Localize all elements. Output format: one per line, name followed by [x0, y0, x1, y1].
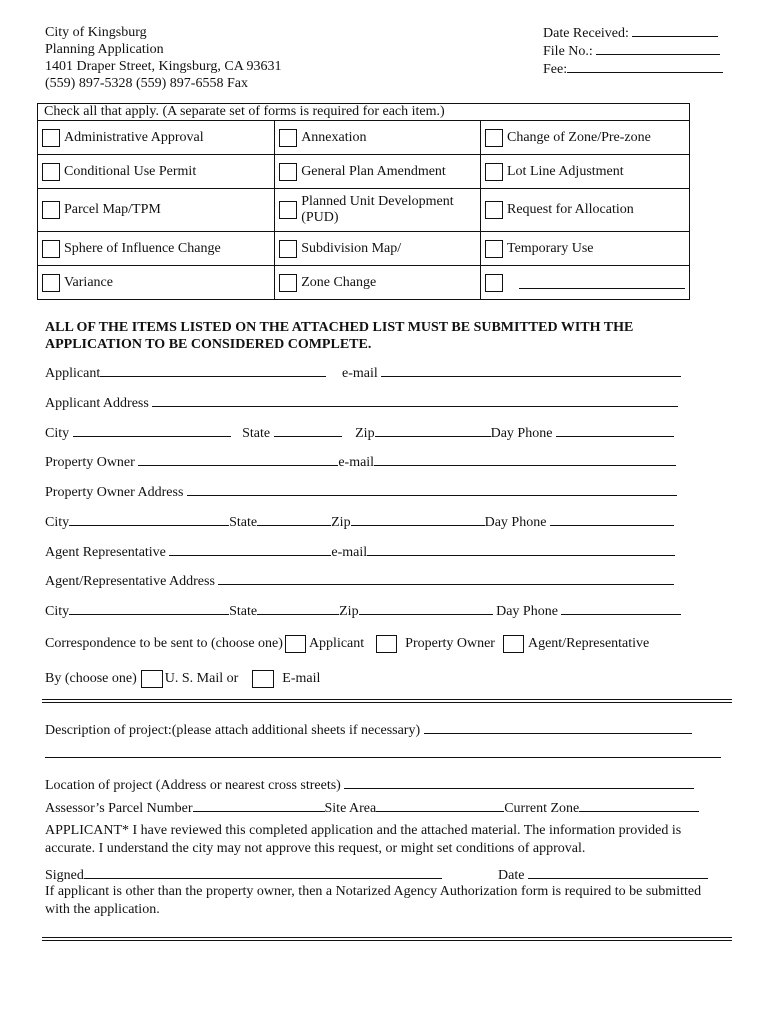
project-location-field[interactable] — [344, 776, 694, 789]
checkbox-us-mail[interactable] — [141, 670, 163, 688]
property-owner-address-field[interactable] — [187, 483, 677, 496]
checkbox-email[interactable] — [252, 670, 274, 688]
applicant-label: Applicant — [45, 366, 101, 381]
option-label: Lot Line Adjustment — [507, 163, 624, 179]
correspond-agent-label: Agent/Representative — [527, 636, 650, 651]
header-left — [45, 24, 282, 92]
zip-label: Zip — [339, 604, 359, 619]
checkbox-planned-unit-development[interactable] — [279, 201, 297, 219]
project-description-field-2[interactable] — [45, 745, 721, 758]
signature-field[interactable] — [84, 866, 442, 879]
option-label: Change of Zone/Pre-zone — [507, 129, 651, 145]
us-mail-label: U. S. Mail or — [164, 671, 239, 686]
email-option-label: E-mail — [282, 671, 321, 686]
project-location-label: Location of project (Address or nearest cross streets) — [45, 778, 341, 793]
state-label: State — [229, 515, 258, 530]
form-title: Planning Application — [45, 42, 164, 57]
agent-zip-field[interactable] — [359, 602, 493, 615]
agent-state-field[interactable] — [257, 602, 339, 615]
owner-phone-field[interactable] — [550, 513, 674, 526]
checkbox-lot-line-adjustment[interactable] — [485, 163, 503, 181]
agent-email-field[interactable] — [367, 543, 675, 556]
footer-divider — [42, 937, 732, 941]
current-zone-field[interactable] — [579, 799, 699, 812]
checkbox-variance[interactable] — [42, 274, 60, 292]
applicant-state-field[interactable] — [274, 424, 342, 437]
zip-label: Zip — [331, 515, 351, 530]
option-label: Annexation — [301, 129, 367, 145]
file-no-field[interactable] — [596, 42, 720, 55]
property-owner-address-label: Property Owner Address — [45, 485, 184, 500]
owner-zip-field[interactable] — [351, 513, 485, 526]
city-label: City — [45, 515, 70, 530]
agent-phone-field[interactable] — [561, 602, 681, 615]
owner-state-field[interactable] — [257, 513, 331, 526]
property-owner-field[interactable] — [138, 453, 338, 466]
applicant-field[interactable] — [100, 364, 326, 377]
options-instruction: Check all that apply. (A separate set of forms is required for each item.) — [38, 104, 690, 121]
file-no-label: File No.: — [543, 44, 593, 59]
signed-label: Signed — [45, 868, 84, 883]
option-label: Administrative Approval — [64, 129, 204, 145]
city-address: 1401 Draper Street, Kingsburg, CA 93631 — [45, 59, 282, 74]
checkbox-general-plan-amendment[interactable] — [279, 163, 297, 181]
agent-email-label: e-mail — [331, 545, 368, 560]
checkbox-parcel-map[interactable] — [42, 201, 60, 219]
checkbox-temporary-use[interactable] — [485, 240, 503, 258]
site-area-field[interactable] — [376, 799, 504, 812]
day-phone-label: Day Phone — [484, 515, 547, 530]
applicant-email-label: e-mail — [342, 366, 378, 381]
correspond-applicant-label: Applicant — [308, 636, 365, 651]
day-phone-label: Day Phone — [496, 604, 558, 619]
day-phone-label: Day Phone — [490, 426, 553, 441]
applicant-zip-field[interactable] — [375, 424, 491, 437]
owner-city-field[interactable] — [69, 513, 229, 526]
checkbox-conditional-use-permit[interactable] — [42, 163, 60, 181]
agent-city-field[interactable] — [69, 602, 229, 615]
application-type-table — [37, 103, 690, 300]
state-label: State — [242, 426, 271, 441]
project-description-label: Description of project:(please attach additional sheets if necessary) — [45, 723, 421, 738]
option-label: Temporary Use — [507, 240, 594, 256]
option-label: Planned Unit Development (PUD) — [301, 194, 454, 225]
authorization-footnote: If applicant is other than the property owner, then a Notarized Agency Authorization form is required to be submitted with the application. — [45, 884, 702, 917]
applicant-email-field[interactable] — [381, 364, 681, 377]
other-type-field[interactable] — [519, 276, 685, 289]
city-label: City — [45, 426, 70, 441]
applicant-city-field[interactable] — [73, 424, 231, 437]
delivery-label: By (choose one) — [45, 671, 137, 686]
city-label: City — [45, 604, 70, 619]
correspondence-label: Correspondence to be sent to (choose one) — [45, 636, 283, 651]
project-description-field[interactable] — [424, 721, 692, 734]
checkbox-zone-change[interactable] — [279, 274, 297, 292]
state-label: State — [229, 604, 258, 619]
option-label: Subdivision Map/ — [301, 240, 402, 256]
applicant-phone-field[interactable] — [556, 424, 674, 437]
current-zone-label: Current Zone — [504, 801, 580, 816]
checkbox-sphere-of-influence[interactable] — [42, 240, 60, 258]
option-label: Parcel Map/TPM — [64, 202, 161, 217]
date-label: Date — [498, 868, 525, 883]
correspond-owner-label: Property Owner — [405, 636, 495, 651]
applicant-address-label: Applicant Address — [45, 396, 149, 411]
header-right — [543, 24, 723, 78]
fee-label: Fee: — [543, 62, 568, 77]
date-received-field[interactable] — [632, 24, 718, 37]
correspondence-row — [45, 635, 649, 653]
city-name: City of Kingsburg — [45, 25, 147, 40]
signature-date-field[interactable] — [528, 866, 708, 879]
option-label: Conditional Use Permit — [64, 163, 197, 179]
checkbox-subdivision-map[interactable] — [279, 240, 297, 258]
checkbox-correspond-agent[interactable] — [503, 635, 524, 653]
date-received-label: Date Received: — [543, 26, 629, 41]
option-label: Variance — [64, 274, 113, 290]
city-phone: (559) 897-5328 (559) 897-6558 Fax — [45, 76, 248, 91]
certification-text: APPLICANT* I have reviewed this completed application and the attached material. The information provided is accurate. I understand the city may not approve this request, or might set conditions of approval. — [45, 823, 682, 856]
fee-field[interactable] — [567, 60, 723, 73]
agent-representative-field[interactable] — [169, 543, 331, 556]
delivery-row — [45, 670, 320, 688]
checkbox-change-of-zone[interactable] — [485, 129, 503, 147]
option-label: General Plan Amendment — [301, 163, 446, 179]
owner-email-label: e-mail — [338, 455, 375, 470]
checkbox-correspond-applicant[interactable] — [285, 635, 306, 653]
option-label: Sphere of Influence Change — [64, 240, 221, 256]
section-divider — [42, 699, 732, 703]
site-area-label: Site Area — [324, 801, 377, 816]
checkbox-request-for-allocation[interactable] — [485, 201, 503, 219]
owner-email-field[interactable] — [374, 453, 676, 466]
completeness-notice: ALL OF THE ITEMS LISTED ON THE ATTACHED LIST MUST BE SUBMITTED WITH THE APPLICATION TO BE CONSIDERED COMPLETE. — [45, 320, 634, 352]
zip-label: Zip — [355, 426, 375, 441]
checkbox-administrative-approval[interactable] — [42, 129, 60, 147]
option-label: Request for Allocation — [507, 202, 634, 217]
agent-representative-label: Agent Representative — [45, 545, 166, 560]
property-owner-label: Property Owner — [45, 455, 135, 470]
option-label: Zone Change — [301, 274, 377, 290]
agent-address-field[interactable] — [218, 572, 674, 585]
apn-label: Assessor’s Parcel Number — [45, 801, 193, 816]
agent-address-label: Agent/Representative Address — [45, 574, 215, 589]
apn-field[interactable] — [193, 799, 325, 812]
checkbox-correspond-owner[interactable] — [376, 635, 397, 653]
checkbox-other[interactable] — [485, 274, 503, 292]
checkbox-annexation[interactable] — [279, 129, 297, 147]
applicant-address-field[interactable] — [152, 394, 678, 407]
